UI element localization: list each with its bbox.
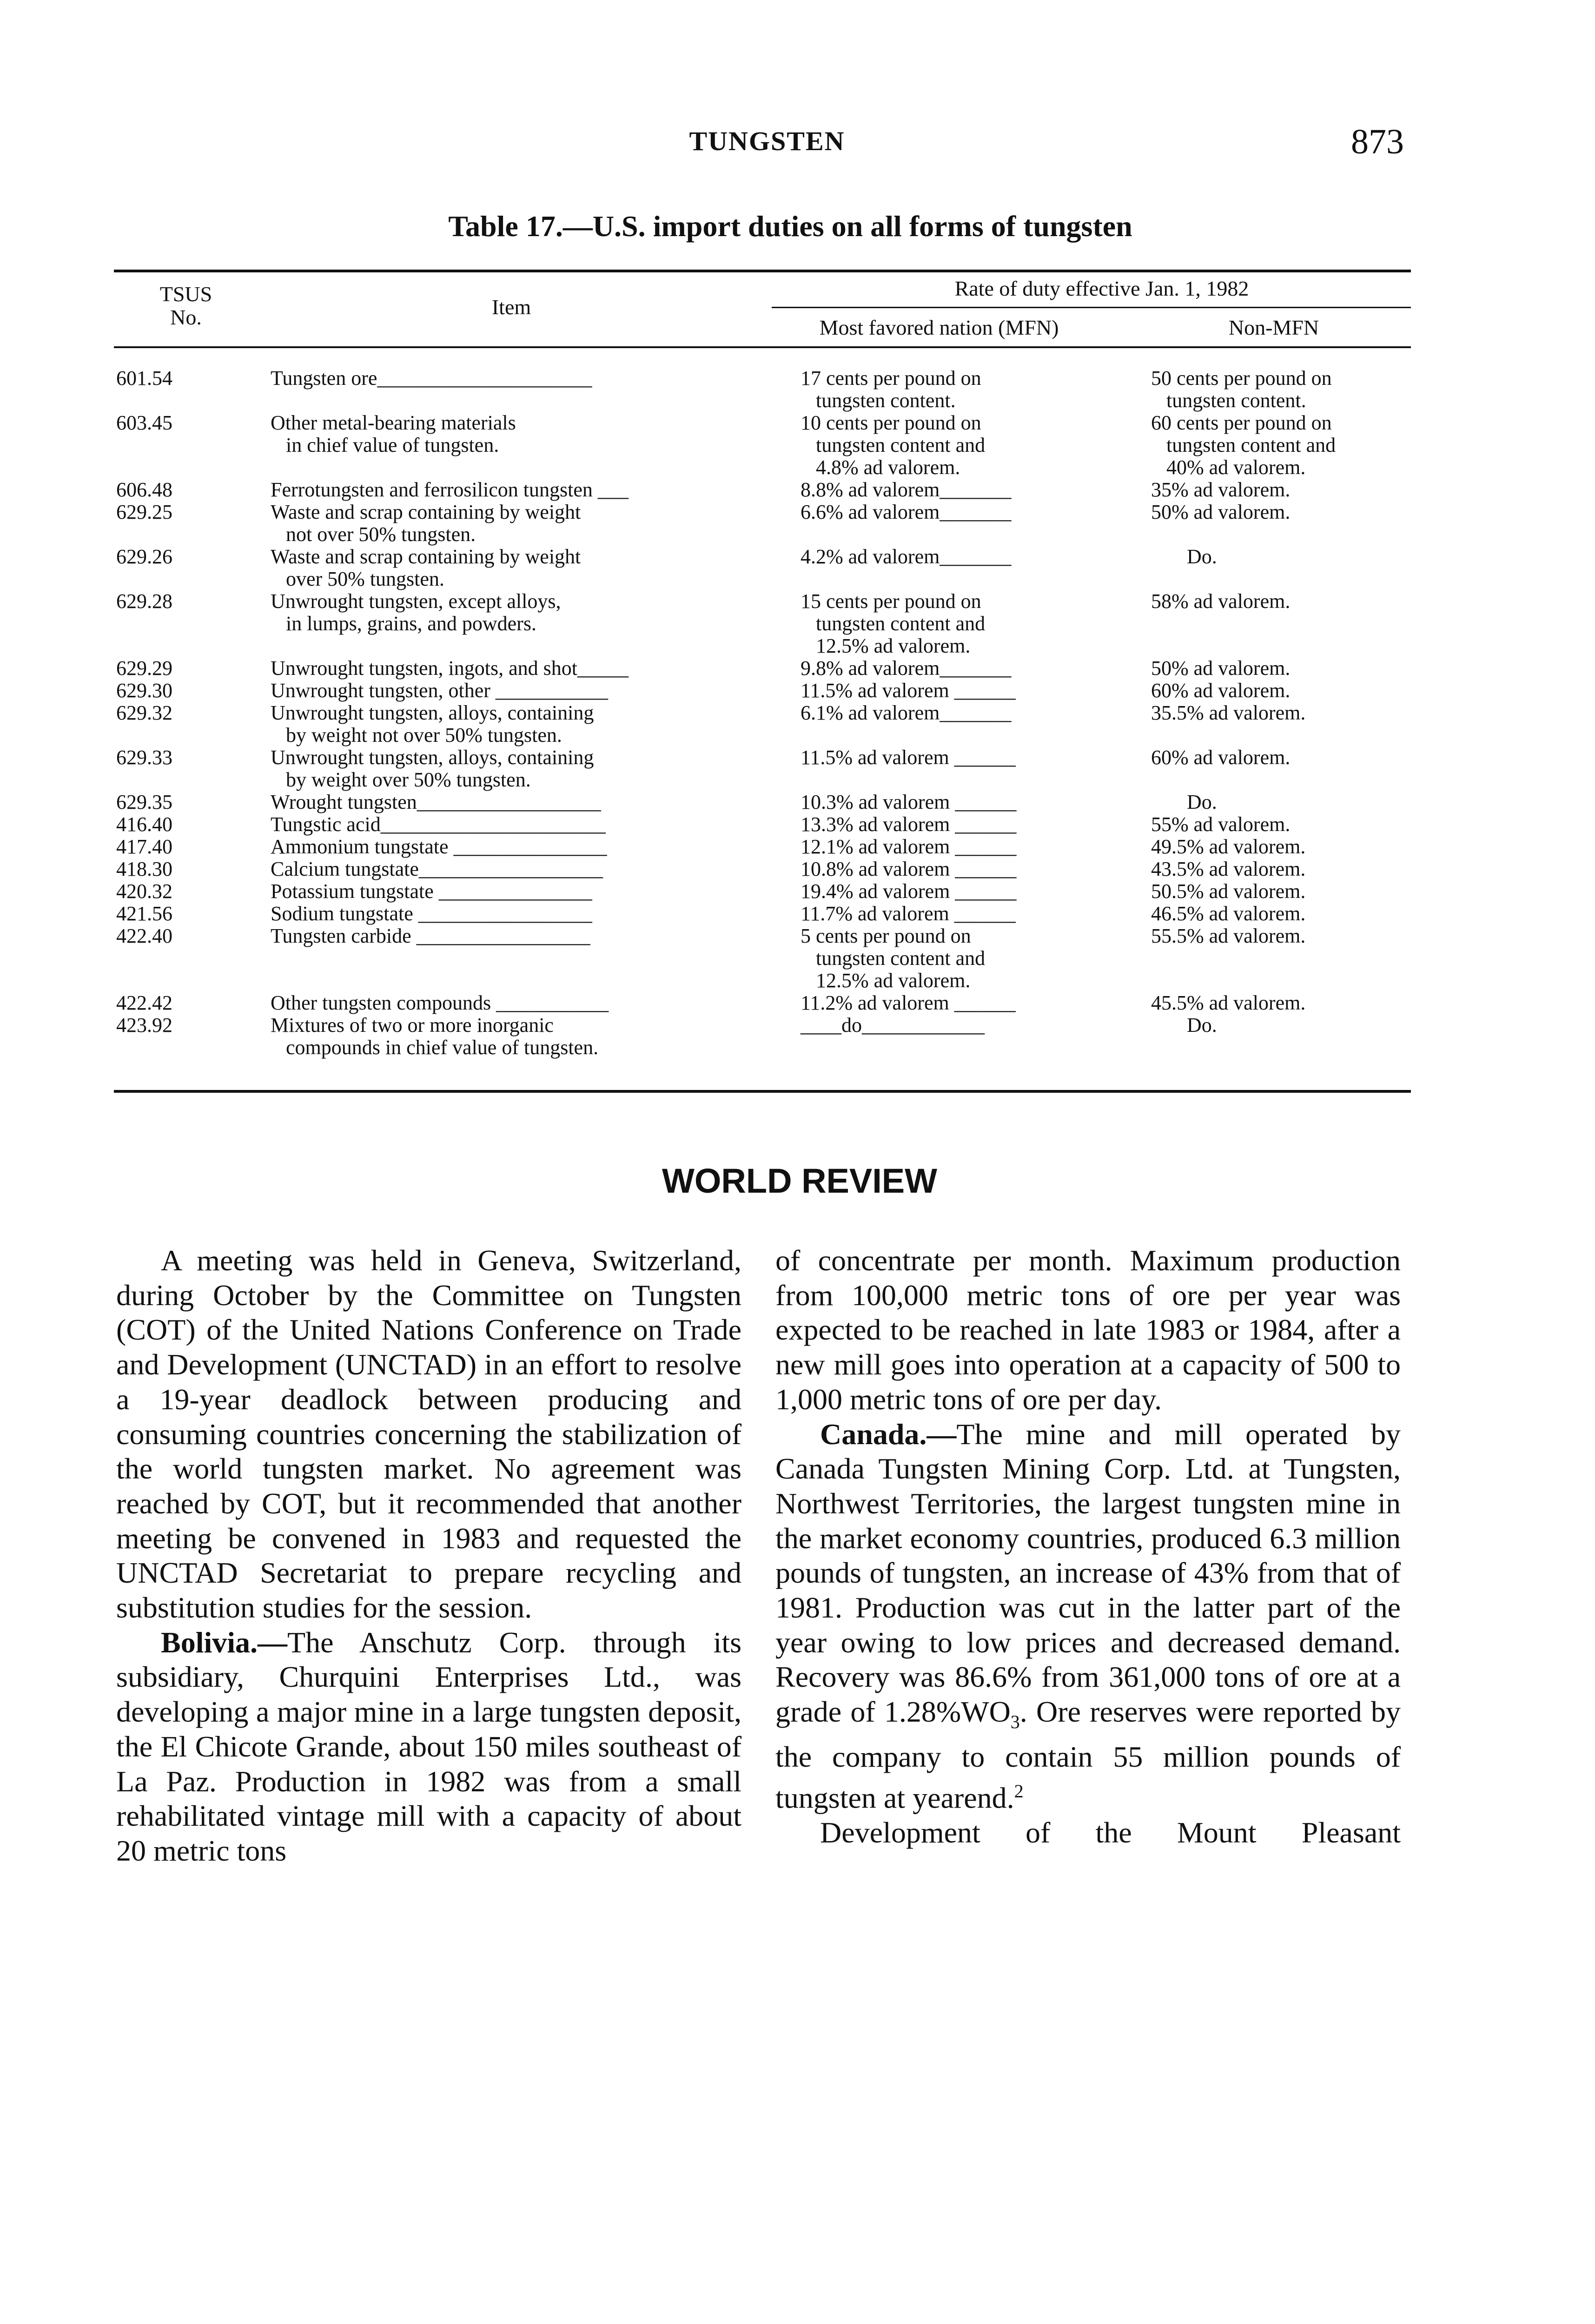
non-mfn-rate <box>1151 858 1305 880</box>
tsus-number: 601.54 <box>116 367 172 390</box>
item-description-line: in lumps, grains, and powders. <box>271 612 536 635</box>
mfn-rate <box>801 836 1016 858</box>
item-description-line: Potassium tungstate _______________ <box>271 880 592 903</box>
non-mfn-rate <box>1151 501 1290 523</box>
item-description-line: Wrought tungsten__________________ <box>271 791 601 813</box>
non-mfn-rate-line: 58% ad valorem. <box>1151 590 1291 613</box>
mfn-rate-line: 10 cents per pound on <box>801 411 981 434</box>
mfn-rate <box>801 680 1016 702</box>
non-mfn-rate <box>1151 746 1290 769</box>
item-description <box>271 903 592 925</box>
table-title: Table 17.—U.S. import duties on all forms of tungsten <box>448 210 1132 243</box>
item-description-line: compounds in chief value of tungsten. <box>271 1036 599 1059</box>
mfn-rate-line: 15 cents per pound on <box>801 590 981 613</box>
mfn-rate-line: tungsten content and <box>801 612 986 635</box>
non-mfn-rate <box>1151 925 1305 947</box>
mfn-rate-line: 19.4% ad valorem ______ <box>801 880 1017 903</box>
mfn-rate-line: 12.1% ad valorem ______ <box>801 835 1017 858</box>
item-description <box>271 1014 598 1059</box>
non-mfn-rate-line: tungsten content. <box>1151 389 1306 412</box>
non-mfn-rate <box>1151 412 1336 479</box>
mfn-rate-line: 8.8% ad valorem_______ <box>801 478 1012 501</box>
header-tsus-line2: No. <box>170 305 202 329</box>
mfn-rate <box>801 903 1016 925</box>
mfn-rate-line: 12.5% ad valorem. <box>801 969 971 992</box>
item-description-line: Unwrought tungsten, except alloys, <box>271 590 561 613</box>
item-description-line: Unwrought tungsten, other ___________ <box>271 679 608 702</box>
tsus-number: 421.56 <box>116 902 172 925</box>
mfn-rate <box>801 590 985 657</box>
non-mfn-rate <box>1151 546 1217 568</box>
non-mfn-rate-line: 45.5% ad valorem. <box>1151 991 1306 1014</box>
mfn-rate <box>801 813 1016 836</box>
non-mfn-rate-line: 55.5% ad valorem. <box>1151 924 1306 947</box>
non-mfn-rate-line: Do. <box>1151 545 1217 568</box>
mfn-rate-line: ____do____________ <box>801 1014 985 1037</box>
item-description <box>271 680 608 702</box>
non-mfn-rate-line: 46.5% ad valorem. <box>1151 902 1306 925</box>
tsus-number: 629.28 <box>116 590 172 613</box>
tsus-number: 418.30 <box>116 858 172 880</box>
mfn-rate-line: tungsten content. <box>801 389 956 412</box>
mfn-rate-line: tungsten content and <box>801 434 986 456</box>
tsus-number: 416.40 <box>116 813 172 836</box>
non-mfn-rate-line: 50.5% ad valorem. <box>1151 880 1306 903</box>
body-column-left <box>116 1243 741 1868</box>
tsus-number: 629.29 <box>116 657 172 680</box>
header-item: Item <box>491 295 531 319</box>
item-description-line: Tungsten ore_____________________ <box>271 367 592 390</box>
mfn-rate <box>801 546 1011 568</box>
mfn-rate <box>801 501 1011 523</box>
mfn-rate-line: 4.8% ad valorem. <box>801 456 960 479</box>
mfn-rate-line: 4.2% ad valorem_______ <box>801 545 1012 568</box>
page-number: 873 <box>1351 122 1404 161</box>
non-mfn-rate <box>1151 367 1332 412</box>
item-description <box>271 702 594 746</box>
non-mfn-rate <box>1151 836 1305 858</box>
header-non-mfn: Non-MFN <box>1228 316 1319 339</box>
mfn-rate-line: 13.3% ad valorem ______ <box>801 813 1017 836</box>
mfn-rate <box>801 479 1011 501</box>
item-description-line: Unwrought tungsten, alloys, containing <box>271 701 594 724</box>
tsus-number: 606.48 <box>116 478 172 501</box>
non-mfn-rate <box>1151 680 1290 702</box>
non-mfn-rate-line: 35.5% ad valorem. <box>1151 701 1306 724</box>
bolivia-text: The Anschutz Corp. through its subsidiary, Churquini Enterprises Ltd., was developing a major mine in a large tungsten deposit, the El Chicote Grande, about 150 miles southeast of La Paz. Production in 1982 was from a small rehabilitated vintage mill with a capacity of about 20 metric tons <box>116 1625 741 1867</box>
paragraph-mount-pleasant: Development of the Mount Pleasant <box>820 1816 1401 1849</box>
tsus-number: 629.33 <box>116 746 172 769</box>
table-top-rule <box>114 270 1411 272</box>
non-mfn-rate-line: 49.5% ad valorem. <box>1151 835 1306 858</box>
item-description <box>271 858 603 880</box>
tsus-number: 420.32 <box>116 880 172 903</box>
mfn-rate-line: tungsten content and <box>801 947 986 970</box>
tsus-number: 422.42 <box>116 991 172 1014</box>
body-column-right <box>775 1243 1401 1850</box>
mfn-rate <box>801 992 1016 1014</box>
mfn-rate <box>801 657 1011 680</box>
item-description-line: by weight over 50% tungsten. <box>271 768 531 791</box>
item-description-line: Sodium tungstate _________________ <box>271 902 592 925</box>
non-mfn-rate-line: 60% ad valorem. <box>1151 746 1291 769</box>
header-tsus-line1: TSUS <box>159 282 212 306</box>
mfn-rate <box>801 858 1016 880</box>
item-description-line: Unwrought tungsten, ingots, and shot_____ <box>271 657 629 680</box>
item-description-line: Tungsten carbide _________________ <box>271 924 590 947</box>
non-mfn-rate-line: Do. <box>1151 1014 1217 1037</box>
non-mfn-rate-line: 60% ad valorem. <box>1151 679 1291 702</box>
mfn-rate <box>801 702 1011 724</box>
non-mfn-rate-line: 50% ad valorem. <box>1151 657 1291 680</box>
wo3-subscript: 3 <box>1010 1711 1020 1732</box>
mfn-rate <box>801 412 985 479</box>
mfn-rate-line: 12.5% ad valorem. <box>801 634 971 657</box>
item-description-line: Mixtures of two or more inorganic <box>271 1014 554 1037</box>
table-bottom-rule <box>114 1090 1411 1093</box>
non-mfn-rate <box>1151 992 1305 1014</box>
paragraph-canada <box>775 1417 1401 1816</box>
non-mfn-rate <box>1151 479 1290 501</box>
mfn-rate-line: 6.1% ad valorem_______ <box>801 701 1012 724</box>
item-description-line: Tungstic acid______________________ <box>271 813 606 836</box>
non-mfn-rate-line: Do. <box>1151 791 1217 813</box>
item-description-line: Other metal-bearing materials <box>271 411 516 434</box>
tsus-number: 603.45 <box>116 411 172 434</box>
item-description <box>271 412 516 456</box>
canada-label: Canada.— <box>820 1417 957 1451</box>
mfn-rate <box>801 746 1016 769</box>
non-mfn-rate <box>1151 657 1290 680</box>
item-description-line: not over 50% tungsten. <box>271 523 476 546</box>
rate-group-rule <box>772 307 1411 308</box>
tsus-number: 629.35 <box>116 791 172 813</box>
header-tsus <box>121 283 251 329</box>
non-mfn-rate-line: 50 cents per pound on <box>1151 367 1332 390</box>
bolivia-label: Bolivia.— <box>161 1625 288 1659</box>
item-description <box>271 546 581 590</box>
non-mfn-rate <box>1151 791 1217 813</box>
item-description-line: Calcium tungstate__________________ <box>271 858 603 880</box>
item-description <box>271 479 629 501</box>
mfn-rate-line: 11.5% ad valorem ______ <box>801 746 1016 769</box>
item-description <box>271 992 609 1014</box>
non-mfn-rate-line: 40% ad valorem. <box>1151 456 1306 479</box>
item-description <box>271 925 590 947</box>
item-description-line: Waste and scrap containing by weight <box>271 545 581 568</box>
non-mfn-rate-line: 50% ad valorem. <box>1151 501 1291 523</box>
paragraph-bolivia <box>116 1625 741 1868</box>
tsus-number: 417.40 <box>116 835 172 858</box>
mfn-rate-line: 17 cents per pound on <box>801 367 981 390</box>
mfn-rate-line: 11.2% ad valorem ______ <box>801 991 1016 1014</box>
non-mfn-rate-line: tungsten content and <box>1151 434 1336 456</box>
mfn-rate-line: 11.5% ad valorem ______ <box>801 679 1016 702</box>
item-description-line: Ferrotungsten and ferrosilicon tungsten ___ <box>271 478 629 501</box>
tsus-number: 629.25 <box>116 501 172 523</box>
mfn-rate <box>801 1014 985 1037</box>
item-description-line: Other tungsten compounds ___________ <box>271 991 609 1014</box>
paragraph-bolivia-continued: of concentrate per month. Maximum production from 100,000 metric tons of ore per year was expected to be reached in late 1983 or 1984, after a new mill goes into operation at a capacity of 500 to 1,000 metric tons of ore per day. <box>775 1244 1401 1416</box>
non-mfn-rate-line: 60 cents per pound on <box>1151 411 1332 434</box>
non-mfn-rate-line: 55% ad valorem. <box>1151 813 1291 836</box>
tsus-number: 629.30 <box>116 679 172 702</box>
mfn-rate <box>801 367 981 412</box>
tsus-number: 423.92 <box>116 1014 172 1037</box>
item-description <box>271 791 601 813</box>
header-mfn: Most favored nation (MFN) <box>819 316 1059 339</box>
canada-text-tail: . Ore reserves were reported by the company to contain 55 million pounds of tungsten at yearend. <box>775 1695 1401 1815</box>
canada-text: The mine and mill operated by Canada Tungsten Mining Corp. Ltd. at Tungsten, Northwest Territories, the largest tungsten mine in the market economy countries, produced 6.3 million pounds of tungsten, an increase of 43% from that of 1981. Production was cut in the latter part of the year owing to low prices and decreased demand. Recovery was 86.6% from 361,000 tons of ore at a grade of 1.28%WO <box>775 1417 1401 1729</box>
non-mfn-rate <box>1151 1014 1217 1037</box>
item-description <box>271 367 592 390</box>
mfn-rate-line: 5 cents per pound on <box>801 924 971 947</box>
item-description <box>271 836 607 858</box>
mfn-rate <box>801 880 1016 903</box>
mfn-rate-line: 10.3% ad valorem ______ <box>801 791 1017 813</box>
non-mfn-rate <box>1151 590 1290 613</box>
item-description-line: by weight not over 50% tungsten. <box>271 724 562 746</box>
non-mfn-rate-line: 43.5% ad valorem. <box>1151 858 1306 880</box>
mfn-rate-line: 6.6% ad valorem_______ <box>801 501 1012 523</box>
item-description-line: in chief value of tungsten. <box>271 434 499 456</box>
non-mfn-rate <box>1151 702 1305 724</box>
section-heading: WORLD REVIEW <box>662 1162 937 1200</box>
item-description-line: Waste and scrap containing by weight <box>271 501 581 523</box>
item-description-line: Unwrought tungsten, alloys, containing <box>271 746 594 769</box>
non-mfn-rate <box>1151 903 1305 925</box>
mfn-rate <box>801 925 985 992</box>
header-bottom-rule <box>114 346 1411 348</box>
non-mfn-rate <box>1151 880 1305 903</box>
mfn-rate-line: 10.8% ad valorem ______ <box>801 858 1017 880</box>
mfn-rate-line: 9.8% ad valorem_______ <box>801 657 1012 680</box>
tsus-number: 422.40 <box>116 924 172 947</box>
footnote-mark: 2 <box>1014 1781 1024 1802</box>
mfn-rate <box>801 791 1016 813</box>
mfn-rate-line: 11.7% ad valorem ______ <box>801 902 1016 925</box>
item-description <box>271 590 561 635</box>
item-description-line: over 50% tungsten. <box>271 568 444 590</box>
header-rate-group: Rate of duty effective Jan. 1, 1982 <box>954 277 1249 300</box>
item-description <box>271 657 629 680</box>
item-description <box>271 501 581 546</box>
non-mfn-rate <box>1151 813 1290 836</box>
item-description <box>271 813 606 836</box>
paragraph-geneva: A meeting was held in Geneva, Switzerland, during October by the Committee on Tungsten (COT) of the United Nations Conference on Trade and Development (UNCTAD) in an effort to resolve a 19-year deadlock between producing and consuming countries concerning the stabilization of the world tungsten market. No agreement was reached by COT, but it recommended that another meeting be convened in 1983 and requested the UNCTAD Secretariat to prepare recycling and substitution studies for the session. <box>116 1244 741 1624</box>
item-description <box>271 880 592 903</box>
non-mfn-rate-line: 35% ad valorem. <box>1151 478 1291 501</box>
tsus-number: 629.26 <box>116 545 172 568</box>
running-title: TUNGSTEN <box>689 126 845 156</box>
tsus-number: 629.32 <box>116 701 172 724</box>
item-description-line: Ammonium tungstate _______________ <box>271 835 607 858</box>
item-description <box>271 746 594 791</box>
